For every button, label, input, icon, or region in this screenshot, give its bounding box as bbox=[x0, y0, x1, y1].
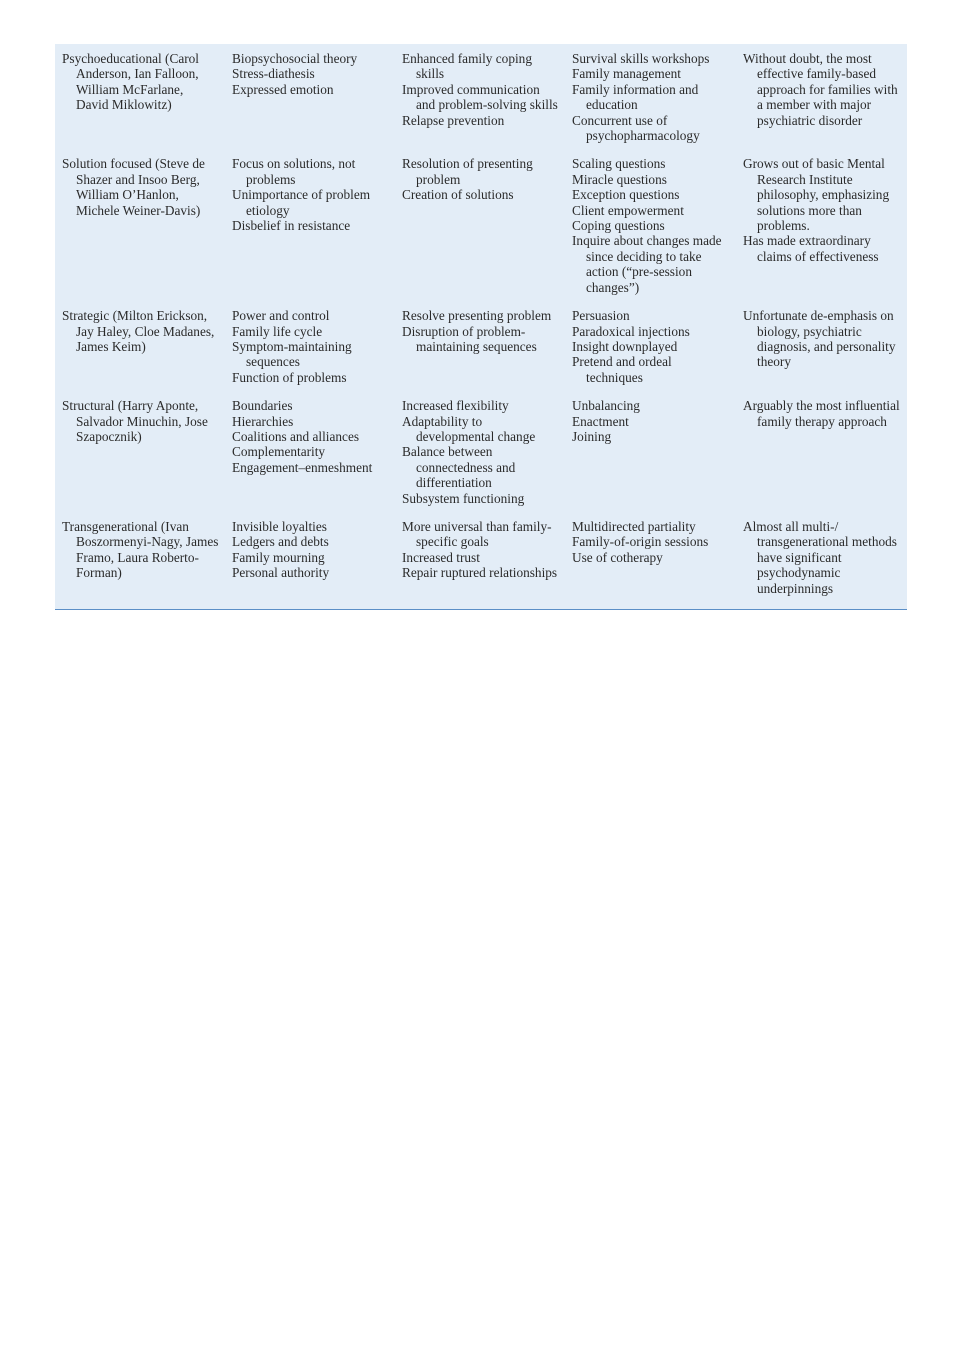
techniques-item: Concurrent use of psychopharmacology bbox=[572, 112, 700, 144]
goals-item: Enhanced family coping skills bbox=[402, 51, 532, 82]
concepts-item: Disbelief in resistance bbox=[232, 218, 351, 234]
goals-item: More universal than family-specific goals bbox=[402, 518, 552, 550]
approach-text: Structural (Harry Aponte, Salvador Minuchin, Jose Szapocznik) bbox=[62, 398, 208, 444]
concepts-item: Hierarchies bbox=[232, 413, 294, 429]
concepts-item: Function of problems bbox=[232, 369, 347, 385]
table-body bbox=[55, 49, 907, 607]
concepts-item: Focus on solutions, not problems bbox=[232, 156, 356, 187]
techniques-item: Joining bbox=[572, 428, 612, 444]
techniques-item: Pretend and ordeal techniques bbox=[572, 354, 672, 385]
goals-item: Improved communication and problem-solving skills bbox=[402, 81, 558, 113]
therapy-approaches-table bbox=[55, 49, 907, 607]
goals-item: Adaptability to developmental change bbox=[402, 413, 536, 444]
cell-comments bbox=[736, 154, 907, 306]
cell-comments bbox=[736, 517, 907, 607]
table-row bbox=[55, 154, 907, 306]
concepts-item: Biopsychosocial theory bbox=[232, 51, 358, 66]
cell-techniques bbox=[565, 306, 736, 396]
techniques-item: Unbalancing bbox=[572, 398, 640, 414]
cell-concepts bbox=[225, 517, 395, 607]
techniques-item: Multidirected partiality bbox=[572, 518, 696, 534]
techniques-item: Family information and education bbox=[572, 81, 699, 113]
techniques-item: Family management bbox=[572, 66, 681, 82]
cell-techniques bbox=[565, 517, 736, 607]
techniques-item: Family-of-origin sessions bbox=[572, 534, 709, 550]
concepts-item: Engagement–enmeshment bbox=[232, 459, 373, 475]
goals-item: Increased flexibility bbox=[402, 398, 509, 414]
techniques-item: Persuasion bbox=[572, 308, 630, 324]
cell-goals bbox=[395, 306, 565, 396]
cell-goals bbox=[395, 49, 565, 154]
concepts-item: Family mourning bbox=[232, 549, 325, 565]
cell-goals bbox=[395, 517, 565, 607]
goals-item: Repair ruptured relationships bbox=[402, 565, 558, 581]
concepts-item: Boundaries bbox=[232, 398, 293, 414]
concepts-item: Personal authority bbox=[232, 565, 330, 581]
table-row bbox=[55, 306, 907, 396]
concepts-item: Ledgers and debts bbox=[232, 534, 329, 550]
comments-item: Grows out of basic Mental Research Institute philosophy, emphasizing solutions more than problems. bbox=[743, 156, 890, 234]
comments-item: Unfortunate de-emphasis on biology, psychiatric diagnosis, and personality theory bbox=[743, 308, 896, 370]
techniques-item: Use of cotherapy bbox=[572, 549, 663, 565]
approach-text: Psychoeducational (Carol Anderson, Ian Falloon, William McFarlane, David Miklowitz) bbox=[62, 51, 199, 113]
techniques-item: Enactment bbox=[572, 413, 629, 429]
cell-approach bbox=[55, 154, 225, 306]
techniques-item: Client empowerment bbox=[572, 202, 684, 218]
cell-comments bbox=[736, 306, 907, 396]
concepts-item: Unimportance of problem etiology bbox=[232, 187, 371, 218]
table-row bbox=[55, 396, 907, 517]
cell-techniques bbox=[565, 154, 736, 306]
goals-item: Relapse prevention bbox=[402, 112, 505, 128]
concepts-item: Expressed emotion bbox=[232, 81, 334, 97]
cell-concepts bbox=[225, 154, 395, 306]
goals-item: Resolution of presenting problem bbox=[402, 156, 533, 187]
cell-comments bbox=[736, 396, 907, 517]
cell-concepts bbox=[225, 396, 395, 517]
concepts-item: Invisible loyalties bbox=[232, 518, 327, 534]
techniques-item: Scaling questions bbox=[572, 156, 666, 172]
comments-item: Almost all multi-/ transgenerational methods have significant psychodynamic underpinnings bbox=[743, 518, 897, 596]
table-row bbox=[55, 517, 907, 607]
techniques-item: Insight downplayed bbox=[572, 338, 678, 354]
cell-concepts bbox=[225, 306, 395, 396]
therapy-approaches-table-container bbox=[55, 44, 907, 610]
goals-item: Balance between connectedness and differentiation bbox=[402, 444, 516, 491]
concepts-item: Coalitions and alliances bbox=[232, 428, 360, 444]
comments-item: Arguably the most influential family therapy approach bbox=[743, 398, 900, 429]
concepts-item: Complementarity bbox=[232, 444, 326, 460]
comments-item: Has made extraordinary claims of effectiveness bbox=[743, 233, 879, 264]
techniques-item: Survival skills workshops bbox=[572, 51, 710, 66]
concepts-item: Symptom-maintaining sequences bbox=[232, 338, 352, 370]
table-row bbox=[55, 49, 907, 154]
concepts-item: Family life cycle bbox=[232, 323, 323, 339]
techniques-item: Inquire about changes made since deciding to take action (“pre-session changes”) bbox=[572, 233, 722, 295]
approach-text: Strategic (Milton Erickson, Jay Haley, Cloe Madanes, James Keim) bbox=[62, 308, 215, 354]
approach-text: Transgenerational (Ivan Boszormenyi-Nagy, James Framo, Laura Roberto-Forman) bbox=[62, 518, 219, 581]
approach-text: Solution focused (Steve de Shazer and Insoo Berg, William O’Hanlon, Michele Weiner-Davis) bbox=[62, 156, 205, 218]
goals-item: Creation of solutions bbox=[402, 187, 514, 203]
comments-item: Without doubt, the most effective family-based approach for families with a member with major psychiatric disorder bbox=[743, 51, 898, 128]
cell-approach bbox=[55, 517, 225, 607]
cell-concepts bbox=[225, 49, 395, 154]
goals-item: Disruption of problem-maintaining sequences bbox=[402, 323, 537, 354]
cell-approach bbox=[55, 306, 225, 396]
cell-goals bbox=[395, 396, 565, 517]
cell-techniques bbox=[565, 49, 736, 154]
techniques-item: Miracle questions bbox=[572, 171, 667, 187]
goals-item: Subsystem functioning bbox=[402, 490, 525, 506]
cell-comments bbox=[736, 49, 907, 154]
goals-item: Resolve presenting problem bbox=[402, 308, 552, 324]
cell-approach bbox=[55, 396, 225, 517]
cell-goals bbox=[395, 154, 565, 306]
cell-approach bbox=[55, 49, 225, 154]
techniques-item: Paradoxical injections bbox=[572, 323, 690, 339]
techniques-item: Coping questions bbox=[572, 218, 665, 234]
techniques-item: Exception questions bbox=[572, 187, 680, 203]
cell-techniques bbox=[565, 396, 736, 517]
concepts-item: Power and control bbox=[232, 308, 330, 324]
concepts-item: Stress-diathesis bbox=[232, 66, 315, 82]
goals-item: Increased trust bbox=[402, 549, 480, 565]
